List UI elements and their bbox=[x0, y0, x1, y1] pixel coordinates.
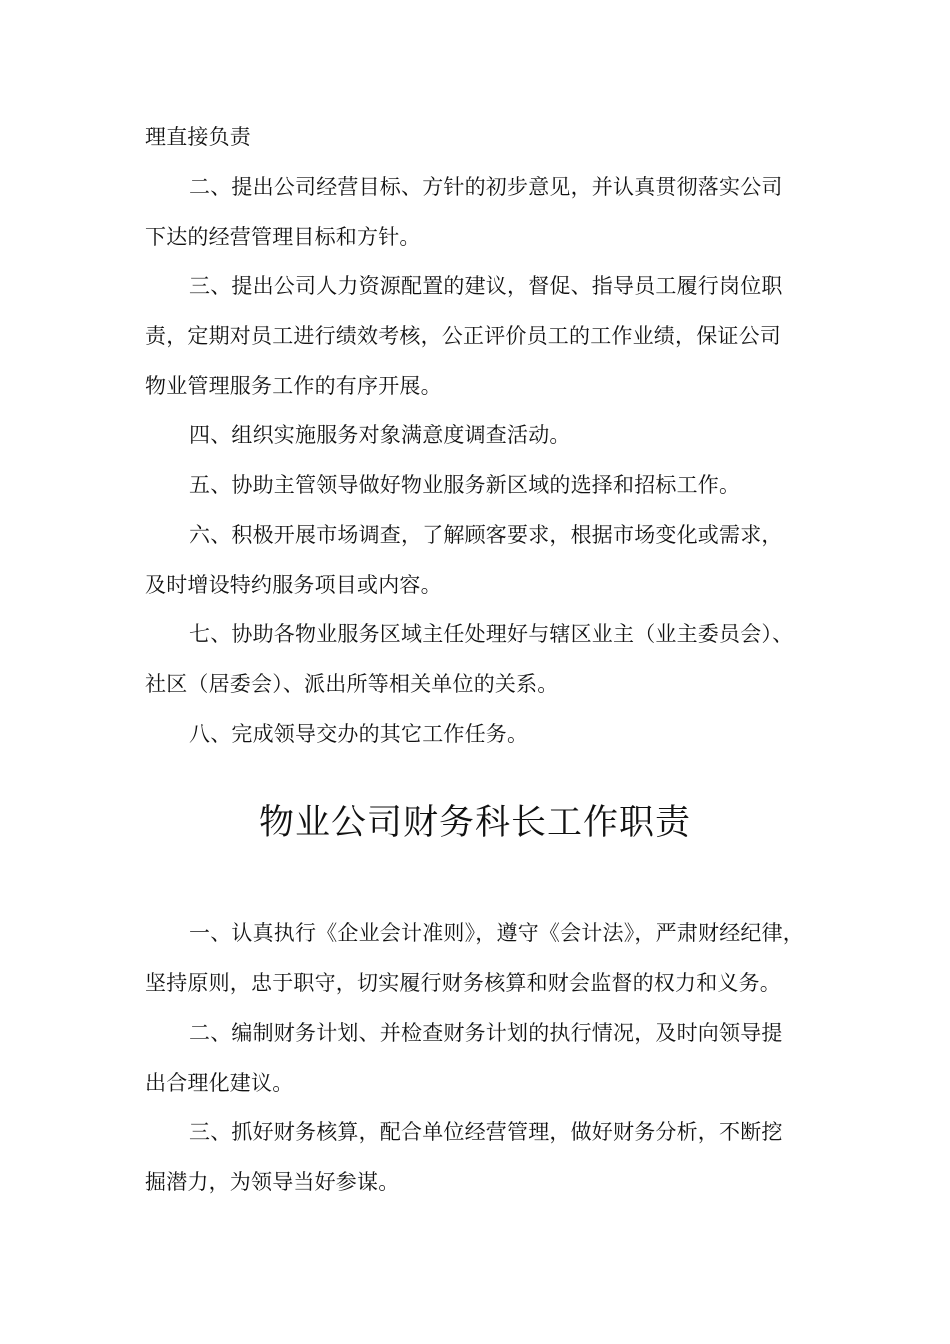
paragraph-line: 二、编制财务计划、并检查财务计划的执行情况，及时向领导提 bbox=[189, 1021, 783, 1045]
paragraph-line: 四、组织实施服务对象满意度调查活动。 bbox=[189, 423, 571, 447]
paragraph-line: 七、协助各物业服务区域主任处理好与辖区业主（业主委员会）、 bbox=[189, 622, 794, 646]
paragraph-line: 二、提出公司经营目标、方针的初步意见，并认真贯彻落实公司 bbox=[189, 175, 783, 199]
section-title: 物业公司财务科长工作职责 bbox=[258, 803, 691, 843]
paragraph-line: 一、认真执行《企业会计准则》，遵守《会计法》，严肃财经纪律， bbox=[189, 921, 804, 945]
paragraph-line: 理直接负责 bbox=[145, 125, 251, 149]
paragraph-line: 三、抓好财务核算，配合单位经营管理，做好财务分析，不断挖 bbox=[189, 1120, 783, 1144]
paragraph-line: 五、协助主管领导做好物业服务新区域的选择和招标工作。 bbox=[189, 473, 741, 497]
paragraph-line: 掘潜力，为领导当好参谋。 bbox=[145, 1170, 400, 1194]
paragraph-line: 六、积极开展市场调查，了解顾客要求，根据市场变化或需求， bbox=[189, 523, 783, 547]
paragraph-line: 三、提出公司人力资源配置的建议，督促、指导员工履行岗位职 bbox=[189, 274, 783, 298]
paragraph-line: 责，定期对员工进行绩效考核，公正评价员工的工作业绩，保证公司 bbox=[145, 324, 781, 348]
paragraph-line: 坚持原则，忠于职守，切实履行财务核算和财会监督的权力和义务。 bbox=[145, 971, 781, 995]
paragraph-line: 及时增设特约服务项目或内容。 bbox=[145, 573, 442, 597]
paragraph-line: 下达的经营管理目标和方针。 bbox=[145, 225, 421, 249]
paragraph-line: 出合理化建议。 bbox=[145, 1071, 294, 1095]
paragraph-line: 八、完成领导交办的其它工作任务。 bbox=[189, 722, 529, 746]
paragraph-line: 社区（居委会）、派出所等相关单位的关系。 bbox=[145, 672, 559, 696]
paragraph-line: 物业管理服务工作的有序开展。 bbox=[145, 374, 442, 398]
